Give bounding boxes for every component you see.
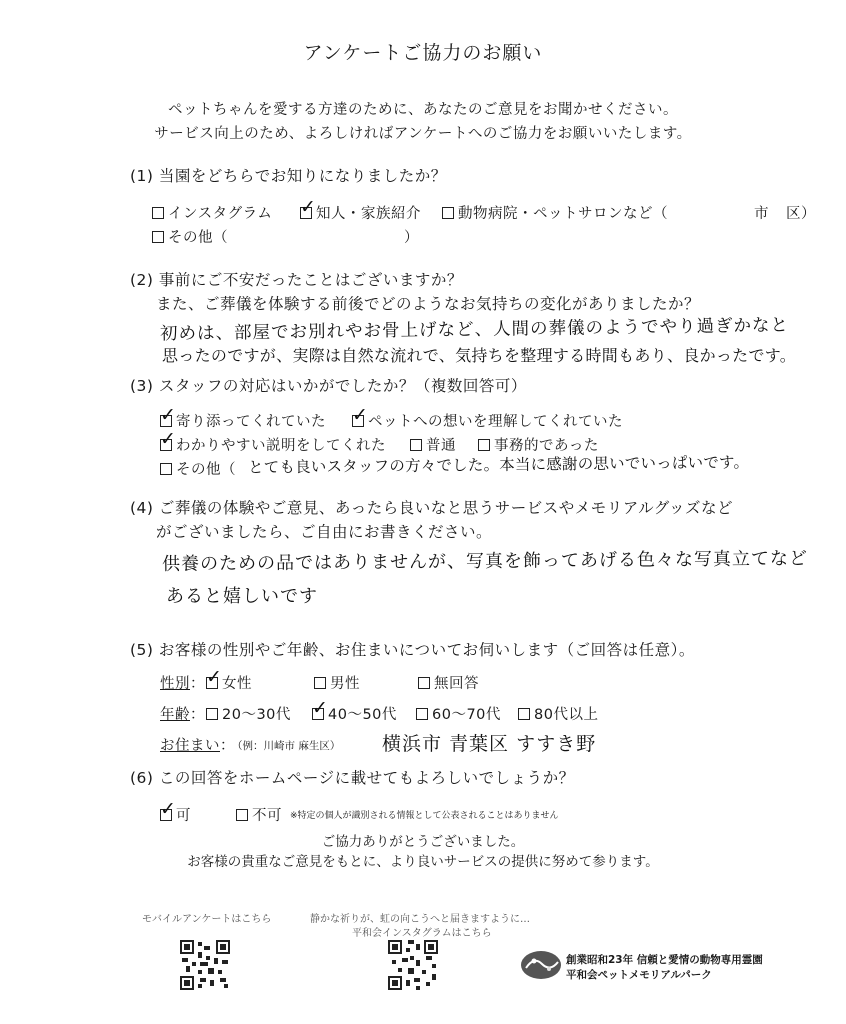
checkbox[interactable] xyxy=(416,708,428,720)
checkbox-checked[interactable] xyxy=(160,439,172,451)
checkbox-checked[interactable] xyxy=(206,677,218,689)
q5-age-60-70[interactable] xyxy=(416,703,501,724)
checkbox-checked[interactable] xyxy=(300,207,312,219)
q3-question: (3) スタッフの対応はいかがでしたか？（複数回答可） xyxy=(130,377,527,395)
company-logo-icon xyxy=(520,950,562,980)
option-label: ペットへの想いを理解してくれていた xyxy=(368,414,623,430)
mobile-survey-qr-code-icon[interactable] xyxy=(180,940,230,990)
q4-question-line-1: (4) ご葬儀の体験やご意見、あったら良いなと思うサービスやメモリアルグッズなど xyxy=(130,499,734,517)
checkbox-checked[interactable] xyxy=(352,415,364,427)
q1-city-label: 市 xyxy=(754,206,769,222)
checkbox-checked[interactable] xyxy=(160,809,172,821)
intro-line-2: サービス向上のため、よろしければアンケートへのご協力をお願いいたします。 xyxy=(154,126,692,142)
q5-age-label: 年齢 ： xyxy=(160,707,205,723)
q6-option-no[interactable] xyxy=(236,804,282,825)
q5-gender-female[interactable] xyxy=(206,672,252,693)
option-label: 事務的であった xyxy=(494,438,599,454)
checkbox[interactable] xyxy=(160,463,172,475)
checkbox[interactable] xyxy=(410,439,422,451)
checkbox[interactable] xyxy=(206,708,218,720)
footer-tagline: 静かな祈りが、虹の向こうへと届きますように… xyxy=(310,914,530,925)
q1-ward-label: 区） xyxy=(786,206,816,222)
option-label: 可 xyxy=(176,808,191,824)
qr-code-icon xyxy=(180,940,230,990)
q6-question: (6) この回答をホームページに載せてもよろしいでしょうか？ xyxy=(130,769,575,787)
checkbox[interactable] xyxy=(442,207,454,219)
q3-option-close[interactable] xyxy=(160,410,326,431)
option-label: 無回答 xyxy=(434,676,479,692)
option-label: 女性 xyxy=(222,676,252,692)
option-label: 普通 xyxy=(426,438,456,454)
q3-option-normal[interactable] xyxy=(410,434,456,455)
q5-question: (5) お客様の性別やご年齢、お住まいについてお伺いします（ご回答は任意）。 xyxy=(130,641,695,659)
q5-address-answer: 横浜市 青葉区 すすき野 xyxy=(382,733,597,755)
option-label: 40～50代 xyxy=(328,707,397,723)
intro-line-1: ペットちゃんを愛する方達のために、あなたのご意見をお聞かせください。 xyxy=(168,102,678,118)
q5-age-80[interactable] xyxy=(518,703,598,724)
option-label: 寄り添ってくれていた xyxy=(176,414,326,430)
checkbox[interactable] xyxy=(314,677,326,689)
closing-line-2: お客様の貴重なご意見をもとに、より良いサービスの提供に努めて参ります。 xyxy=(187,854,659,870)
q3-option-understand[interactable] xyxy=(352,410,623,431)
checkbox[interactable] xyxy=(478,439,490,451)
page-title: アンケートご協力のお願い xyxy=(303,42,543,64)
q3-other-answer: とても良いスタッフの方々でした。本当に感謝の思いでいっぱいです。 xyxy=(247,453,750,477)
q6-option-yes[interactable] xyxy=(160,804,191,825)
q4-answer-line-2: あると嬉しいです xyxy=(166,586,318,607)
q1-option-hospital[interactable] xyxy=(442,202,668,223)
checkbox[interactable] xyxy=(418,677,430,689)
q5-age-40-50[interactable] xyxy=(312,703,397,724)
option-label: インスタグラム xyxy=(168,206,273,222)
footer-mobile-survey: モバイルアンケートはこちら xyxy=(142,914,272,925)
q5-gender-none[interactable] xyxy=(418,672,479,693)
q5-gender-label: 性別 ： xyxy=(160,676,205,692)
checkbox-checked[interactable] xyxy=(160,415,172,427)
option-label: 動物病院・ペットサロンなど（ xyxy=(458,206,668,222)
option-label: 男性 xyxy=(330,676,360,692)
option-label: 知人・家族紹介 xyxy=(316,206,421,222)
option-label: わかりやすい説明をしてくれた xyxy=(176,438,386,454)
q2-answer-line-1: 初めは、部屋でお別れやお骨上げなど、人間の葬儀のようでやり過ぎかなと xyxy=(159,315,790,345)
q1-option-friend[interactable] xyxy=(300,202,421,223)
q2-question-line-2: また、ご葬儀を体験する前後でどのようなお気持ちの変化がありましたか？ xyxy=(156,295,701,313)
q5-age-20-30[interactable] xyxy=(206,703,291,724)
option-label: 80代以上 xyxy=(534,707,599,723)
q1-option-other[interactable] xyxy=(152,226,228,247)
option-label: 不可 xyxy=(252,808,282,824)
checkbox-checked[interactable] xyxy=(312,708,324,720)
q1-option-instagram[interactable] xyxy=(152,202,272,223)
instagram-qr-code-icon[interactable] xyxy=(388,940,438,990)
q3-option-other[interactable] xyxy=(160,458,236,479)
q4-answer-line-1: 供養のための品ではありませんが、写真を飾ってあげる色々な写真立てなど xyxy=(161,548,809,575)
option-label: その他（ xyxy=(168,230,228,246)
q6-note: ※特定の個人が識別される情報として公表されることはありません xyxy=(290,811,559,821)
closing-line-1: ご協力ありがとうございました。 xyxy=(321,834,525,850)
q1-question: (1) 当園をどちらでお知りになりましたか？ xyxy=(130,167,447,185)
option-label: 20～30代 xyxy=(222,707,291,723)
checkbox[interactable] xyxy=(236,809,248,821)
q4-question-line-2: がございましたら、ご自由にお書きください。 xyxy=(156,523,493,541)
checkbox[interactable] xyxy=(152,207,164,219)
option-label: その他（ xyxy=(176,462,236,478)
q3-option-clear[interactable] xyxy=(160,434,386,455)
q5-address-label: お住まい ： xyxy=(160,738,235,754)
checkbox[interactable] xyxy=(518,708,530,720)
q5-gender-male[interactable] xyxy=(314,672,360,693)
footer-instagram: 平和会インスタグラムはこちら xyxy=(352,928,492,939)
checkbox[interactable] xyxy=(152,231,164,243)
q2-question-line-1: (2) 事前にご不安だったことはございますか？ xyxy=(130,271,463,289)
qr-code-icon xyxy=(388,940,438,990)
q2-answer-line-2: 思ったのですが、実際は自然な流れで、気持ちを整理する時間もあり、良かったです。 xyxy=(162,346,797,365)
company-line-1: 創業昭和23年 信頼と愛情の動物専用霊園 xyxy=(566,954,763,966)
option-label: 60～70代 xyxy=(432,707,501,723)
company-line-2: 平和会ペットメモリアルパーク xyxy=(566,969,712,981)
q1-other-close: ） xyxy=(404,230,419,246)
q5-address-example: （例：川崎市 麻生区） xyxy=(232,740,341,752)
